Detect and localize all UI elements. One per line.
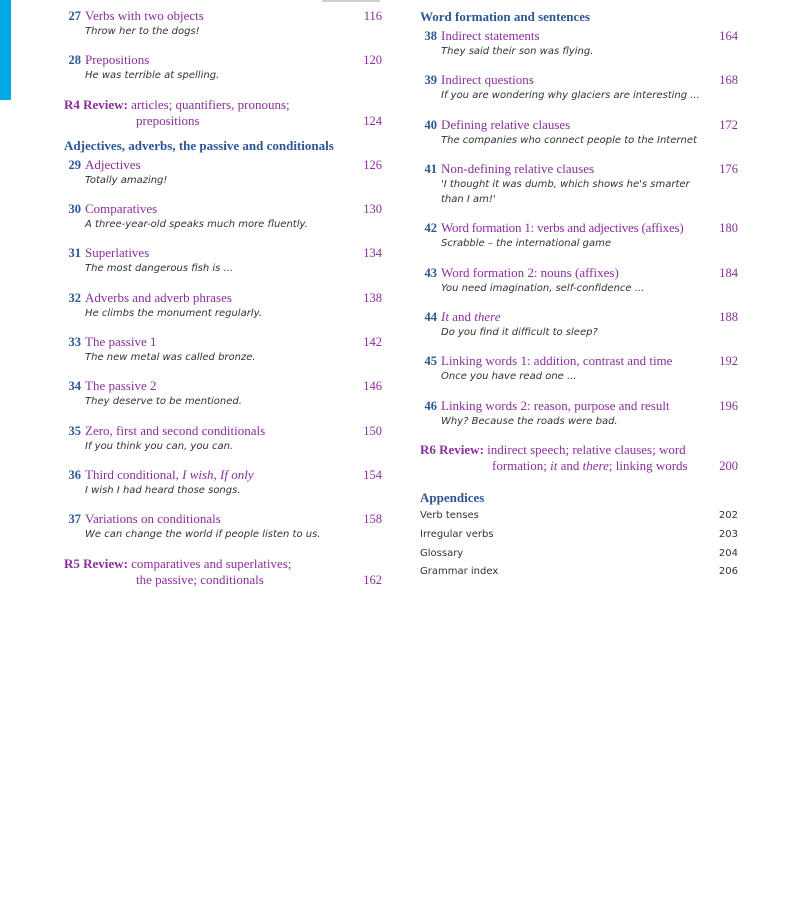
page-number: 184 [719,266,738,280]
appendix-item-grammar-index[interactable] [420,564,738,580]
review-r5[interactable] [64,556,382,588]
unit-example: Do you find it difficult to sleep? [441,327,598,338]
review-topics-line2: prepositions [136,113,200,128]
unit-number: 43 [424,266,437,280]
unit-example: They deserve to be mentioned. [85,396,242,407]
unit-number: 29 [68,158,81,172]
review-label: R5 Review: [64,556,128,571]
review-r4[interactable] [64,97,382,129]
unit-number: 33 [68,335,81,349]
review-topics-line2: the passive; conditionals [136,572,264,587]
toc-entry-37[interactable] [64,511,382,542]
toc-entry-36[interactable] [64,467,382,498]
toc-entry-46[interactable] [420,398,738,429]
unit-number: 27 [68,9,81,23]
unit-title: Adverbs and adverb phrases [85,290,232,305]
toc-entry-45[interactable] [420,353,738,384]
page-number: 204 [718,548,738,559]
appendix-name: Glossary [420,548,464,559]
toc-entry-35[interactable] [64,423,382,454]
unit-number: 45 [424,354,437,368]
page-number: 202 [718,510,738,521]
page-number: 162 [363,573,382,587]
toc-entry-27[interactable] [64,8,382,39]
unit-example-line1: 'I thought it was dumb, which shows he's smarter [441,179,690,190]
unit-title: Third conditional, I wish, If only [85,467,254,482]
unit-example: He climbs the monument regularly. [85,308,262,319]
page-number: 203 [718,529,738,540]
unit-title: It and there [441,309,501,324]
toc-entry-34[interactable] [64,378,382,409]
page-number: 196 [719,399,738,413]
page-number: 126 [363,158,382,172]
unit-title: The passive 2 [85,378,157,393]
appendix-item-glossary[interactable] [420,546,738,562]
unit-title: Verbs with two objects [85,8,204,23]
unit-example: Totally amazing! [85,175,168,186]
page-number: 188 [719,310,738,324]
review-label: R6 Review: [420,442,484,457]
unit-title: Variations on conditionals [85,511,221,526]
toc-entry-29[interactable] [64,157,382,188]
unit-title: Non-defining relative clauses [441,161,595,176]
unit-title: Prepositions [85,52,150,67]
unit-number: 34 [68,379,81,393]
unit-example: The companies who connect people to the Internet [441,135,697,146]
unit-number: 28 [68,53,81,67]
unit-title: Comparatives [85,201,158,216]
unit-example: A three-year-old speaks much more fluently. [85,219,308,230]
toc-entry-38[interactable] [420,28,738,59]
unit-title: Linking words 2: reason, purpose and result [441,398,670,413]
toc-entry-33[interactable] [64,334,382,365]
unit-example: Throw her to the dogs! [85,26,200,37]
toc-entry-30[interactable] [64,201,382,232]
unit-example-line2: than I am!' [441,194,496,205]
unit-title: Defining relative clauses [441,117,571,132]
page-number: 172 [719,118,738,132]
unit-number: 32 [68,291,81,305]
unit-number: 39 [424,73,437,87]
unit-number: 40 [424,118,437,132]
unit-example: You need imagination, self-confidence ... [441,283,645,294]
toc-entry-42[interactable] [420,220,738,251]
unit-title: Word formation 2: nouns (affixes) [441,265,619,280]
toc-entry-40[interactable] [420,117,738,148]
unit-number: 38 [424,29,437,43]
unit-number: 31 [68,246,81,260]
unit-number: 36 [68,468,81,482]
page-number: 192 [719,354,738,368]
page-number: 138 [363,291,382,305]
unit-number: 37 [68,512,81,526]
unit-number: 35 [68,424,81,438]
page-number: 154 [363,468,382,482]
toc-entry-31[interactable] [64,245,382,276]
page-number: 134 [363,246,382,260]
unit-example: Why? Because the roads were bad. [441,416,618,427]
unit-example: I wish I had heard those songs. [85,485,241,496]
page-number: 176 [719,162,738,176]
appendix-item-verb-tenses[interactable] [420,508,738,524]
review-r6[interactable] [420,442,738,474]
page-number: 206 [718,566,738,577]
unit-example: If you are wondering why glaciers are interesting ... [441,90,700,101]
unit-title: Zero, first and second conditionals [85,423,266,438]
appendix-name: Verb tenses [420,510,479,521]
unit-example: If you think you can, you can. [85,441,234,452]
top-rule [322,0,380,2]
unit-title: Superlatives [85,245,150,260]
page-number: 124 [363,114,382,128]
toc-entry-28[interactable] [64,52,382,83]
page-number: 168 [719,73,738,87]
page-number: 142 [363,335,382,349]
unit-number: 46 [424,399,437,413]
page-number: 164 [719,29,738,43]
unit-example: Scrabble – the international game [441,238,612,249]
review-label: R4 Review: [64,97,128,112]
toc-entry-32[interactable] [64,290,382,321]
toc-entry-43[interactable] [420,265,738,296]
unit-title: Adjectives [85,157,141,172]
unit-example: He was terrible at spelling. [85,70,220,81]
unit-title: Indirect questions [441,72,534,87]
page-number: 150 [363,424,382,438]
appendices-heading: Appendices [420,490,485,505]
unit-number: 42 [424,221,437,235]
review-topics-line1: indirect speech; relative clauses; word [487,442,686,457]
unit-example: The most dangerous fish is ... [85,263,234,274]
review-topics-line1: comparatives and superlatives; [131,556,292,571]
unit-number: 30 [68,202,81,216]
page-number: 120 [363,53,382,67]
toc-entry-41[interactable] [420,161,738,207]
appendix-name: Grammar index [420,566,499,577]
review-topics-line1: articles; quantifiers, pronouns; [131,97,290,112]
section-heading-word-formation: Word formation and sentences [420,9,591,24]
appendix-item-irregular-verbs[interactable] [420,527,738,543]
toc-entry-39[interactable] [420,72,738,103]
unit-example: We can change the world if people listen to us. [85,529,321,540]
section-heading-adjectives: Adjectives, adverbs, the passive and conditionals [64,138,334,153]
unit-example: They said their son was flying. [441,46,594,57]
toc-entry-44[interactable] [420,309,738,340]
page-number: 158 [363,512,382,526]
page-number: 146 [363,379,382,393]
page-number: 200 [719,459,738,473]
unit-title: Linking words 1: addition, contrast and time [441,353,673,368]
unit-example: Once you have read one ... [441,371,577,382]
unit-title: Indirect statements [441,28,540,43]
unit-title: Word formation 1: verbs and adjectives (affixes) [441,220,684,235]
unit-number: 41 [424,162,437,176]
unit-number: 44 [424,310,437,324]
unit-example: The new metal was called bronze. [85,352,256,363]
review-topics-line2: formation; it and there; linking words [492,458,688,473]
page-number: 180 [719,221,738,235]
page-number: 130 [363,202,382,216]
cyan-page-tab [0,0,11,100]
appendix-name: Irregular verbs [420,529,494,540]
page-number: 116 [363,9,382,23]
unit-title: The passive 1 [85,334,157,349]
